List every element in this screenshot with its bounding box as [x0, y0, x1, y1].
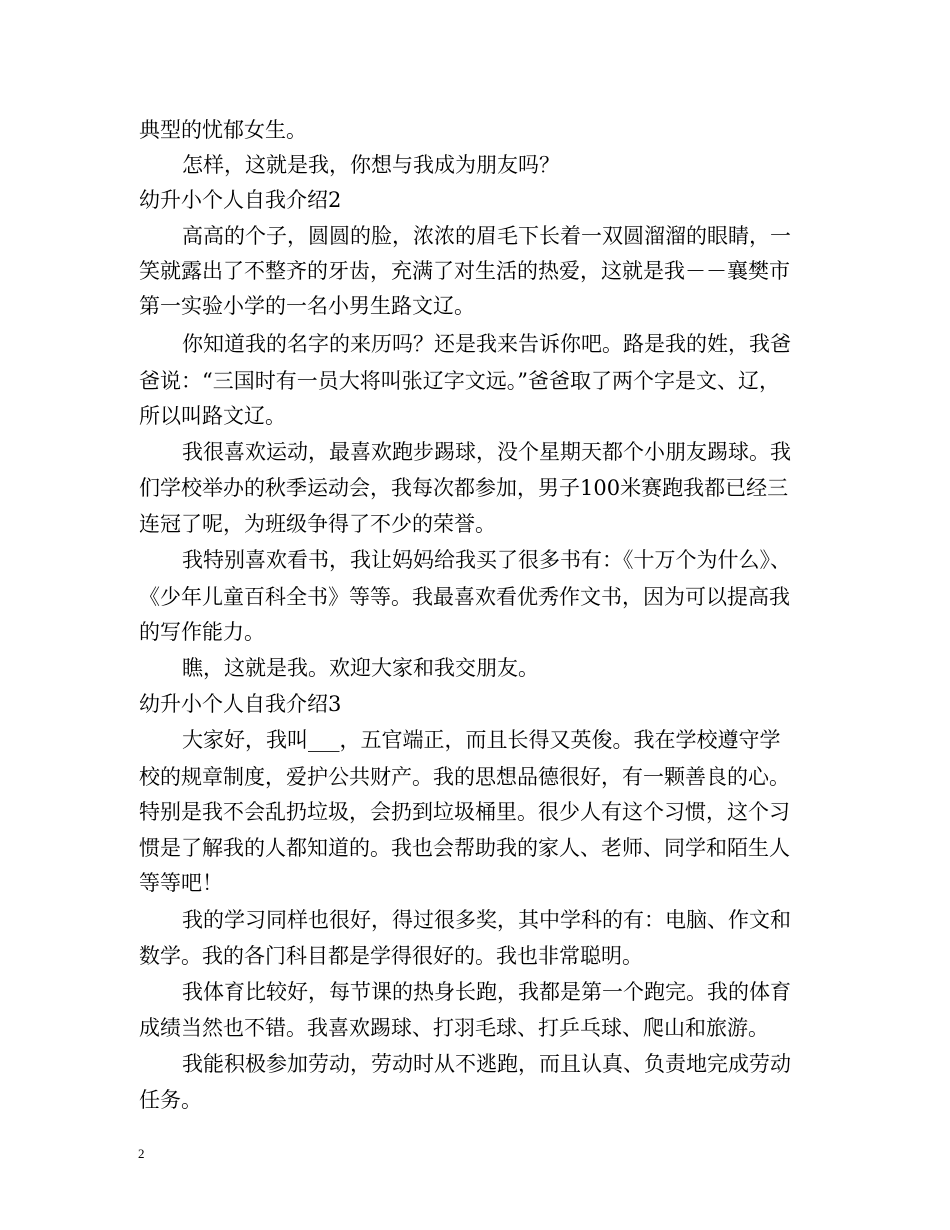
- text-line: 我体育比较好，每节课的热身长跑，我都是第一个跑完。我的体育: [182, 980, 791, 1004]
- text-line: 第一实验小学的一名小男生路文辽。: [139, 294, 475, 318]
- text-line: 爸说：“三国时有一员大将叫张辽字文远。”爸爸取了两个字是文、辽，: [139, 369, 780, 393]
- page-number: 2: [138, 1146, 145, 1161]
- text-line: 惯是了解我的人都知道的。我也会帮助我的家人、老师、同学和陌生人: [139, 836, 790, 860]
- text-line: 典型的忧郁女生。: [139, 118, 307, 142]
- text-line: 我的学习同样也很好，得过很多奖，其中学科的有：电脑、作文和: [182, 908, 791, 932]
- text-line: 我特别喜欢看书，我让妈妈给我买了很多书有：《十万个为什么》、: [182, 548, 791, 572]
- text-line: 我能积极参加劳动，劳动时从不逃跑，而且认真、负责地完成劳动: [182, 1052, 791, 1076]
- section-heading: 幼升小个人自我介绍2: [139, 188, 342, 212]
- text-line: 的写作能力。: [139, 620, 265, 644]
- text-line: 们学校举办的秋季运动会，我每次都参加，男子100米赛跑我都已经三: [139, 476, 789, 500]
- text-line: 怎样，这就是我，你想与我成为朋友吗？: [182, 153, 560, 177]
- text-line: 连冠了呢，为班级争得了不少的荣誉。: [139, 512, 496, 536]
- text-line: 所以叫路文辽。: [139, 404, 286, 428]
- text-line: 成绩当然也不错。我喜欢踢球、打羽毛球、打乒乓球、爬山和旅游。: [139, 1016, 769, 1040]
- text-line: 任务。: [139, 1088, 202, 1112]
- text-line: 瞧，这就是我。欢迎大家和我交朋友。: [182, 656, 539, 680]
- text-line: 数学。我的各门科目都是学得很好的。我也非常聪明。: [139, 944, 643, 968]
- text-line: 《少年儿童百科全书》等等。我最喜欢看优秀作文书，因为可以提高我: [139, 585, 790, 609]
- text-line: 大家好，我叫___，五官端正，而且长得又英俊。我在学校遵守学: [182, 728, 781, 752]
- section-heading: 幼升小个人自我介绍3: [139, 692, 342, 716]
- text-line: 你知道我的名字的来历吗？还是我来告诉你吧。路是我的姓，我爸: [182, 332, 791, 356]
- text-line: 高高的个子，圆圆的脸，浓浓的眉毛下长着一双圆溜溜的眼睛，一: [182, 224, 791, 248]
- text-line: 校的规章制度，爱护公共财产。我的思想品德很好，有一颗善良的心。: [139, 765, 790, 789]
- text-line: 笑就露出了不整齐的牙齿，充满了对生活的热爱，这就是我－－襄樊市: [139, 259, 790, 283]
- text-line: 特别是我不会乱扔垃圾，会扔到垃圾桶里。很少人有这个习惯，这个习: [139, 800, 790, 824]
- text-line: 我很喜欢运动，最喜欢跑步踢球，没个星期天都个小朋友踢球。我: [182, 440, 791, 464]
- text-line: 等等吧！: [139, 871, 223, 895]
